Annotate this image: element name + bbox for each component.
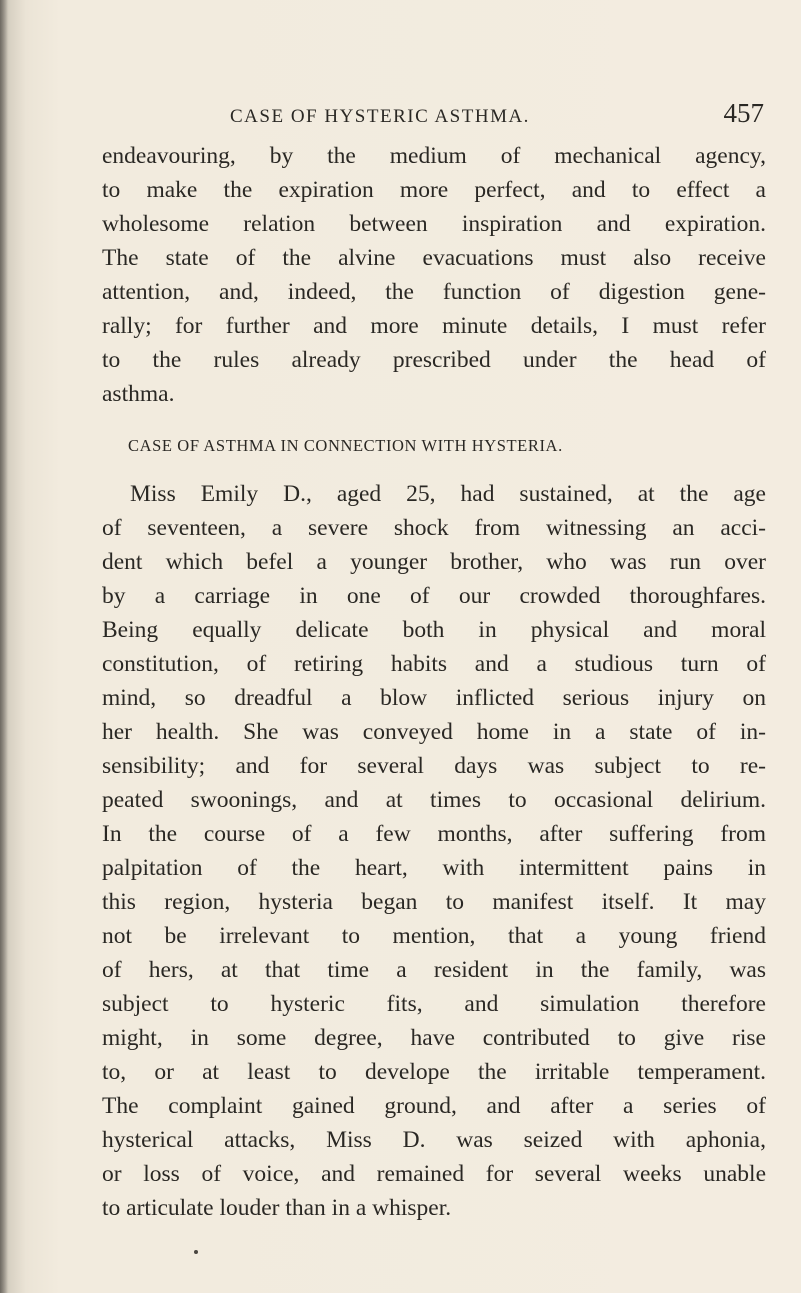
- spine-shadow: [0, 0, 8, 1293]
- paragraph-2-line: peated swoonings, and at times to occasional delirium.: [102, 787, 766, 813]
- paragraph-2-line: of seventeen, a severe shock from witnessing an acci-: [102, 515, 766, 541]
- section-heading: CASE OF ASTHMA IN CONNECTION WITH HYSTERIA.: [128, 436, 563, 455]
- paragraph-2-line: hysterical attacks, Miss D. was seized with aphonia,: [102, 1127, 766, 1153]
- paragraph-2-line: her health. She was conveyed home in a state of in-: [102, 719, 766, 745]
- paragraph-2-line: might, in some degree, have contributed to give rise: [102, 1025, 766, 1051]
- paragraph-2-line: In the course of a few months, after suffering from: [102, 821, 766, 847]
- paragraph-2-line: to articulate louder than in a whisper.: [102, 1195, 452, 1221]
- paragraph-1-line: rally; for further and more minute details, I must refer: [102, 313, 766, 339]
- paragraph-2-line: by a carriage in one of our crowded thoroughfares.: [102, 583, 766, 609]
- paragraph-1-line: attention, and, indeed, the function of digestion gene-: [102, 279, 766, 305]
- paragraph-2-line: not be irrelevant to mention, that a young friend: [102, 923, 766, 949]
- running-head: [102, 96, 766, 140]
- paragraph-2-line: subject to hysteric fits, and simulation therefore: [102, 991, 766, 1017]
- paragraph-2-line: of hers, at that time a resident in the family, was: [102, 957, 766, 983]
- paragraph-2-line: constitution, of retiring habits and a studious turn of: [102, 651, 766, 677]
- paragraph-1-line: to make the expiration more perfect, and to effect a: [102, 177, 766, 203]
- paragraph-2-line: or loss of voice, and remained for several weeks unable: [102, 1161, 766, 1187]
- paragraph-2-line: to, or at least to develope the irritable temperament.: [102, 1059, 766, 1085]
- paragraph-1-line: The state of the alvine evacuations must also receive: [102, 245, 766, 271]
- paragraph-2-line: this region, hysteria began to manifest itself. It may: [102, 889, 766, 915]
- paragraph-2-line: The complaint gained ground, and after a series of: [102, 1093, 766, 1119]
- paragraph-1-line: asthma.: [102, 381, 175, 407]
- paragraph-2-line: Miss Emily D., aged 25, had sustained, at the age: [130, 481, 766, 507]
- page-number: 457: [723, 98, 764, 128]
- paragraph-2-line: dent which befel a younger brother, who was run over: [102, 549, 766, 575]
- paragraph-1-line: endeavouring, by the medium of mechanical agency,: [102, 143, 766, 169]
- ink-speck: [194, 1250, 198, 1254]
- paragraph-2-line: Being equally delicate both in physical and moral: [102, 617, 766, 643]
- running-title: CASE OF HYSTERIC ASTHMA.: [230, 106, 530, 127]
- paragraph-2-line: sensibility; and for several days was subject to re-: [102, 753, 766, 779]
- paragraph-1-line: wholesome relation between inspiration and expiration.: [102, 211, 766, 237]
- paragraph-1-line: to the rules already prescribed under the head of: [102, 347, 766, 373]
- paragraph-2-line: mind, so dreadful a blow inflicted serious injury on: [102, 685, 766, 711]
- paragraph-2-line: palpitation of the heart, with intermittent pains in: [102, 855, 766, 881]
